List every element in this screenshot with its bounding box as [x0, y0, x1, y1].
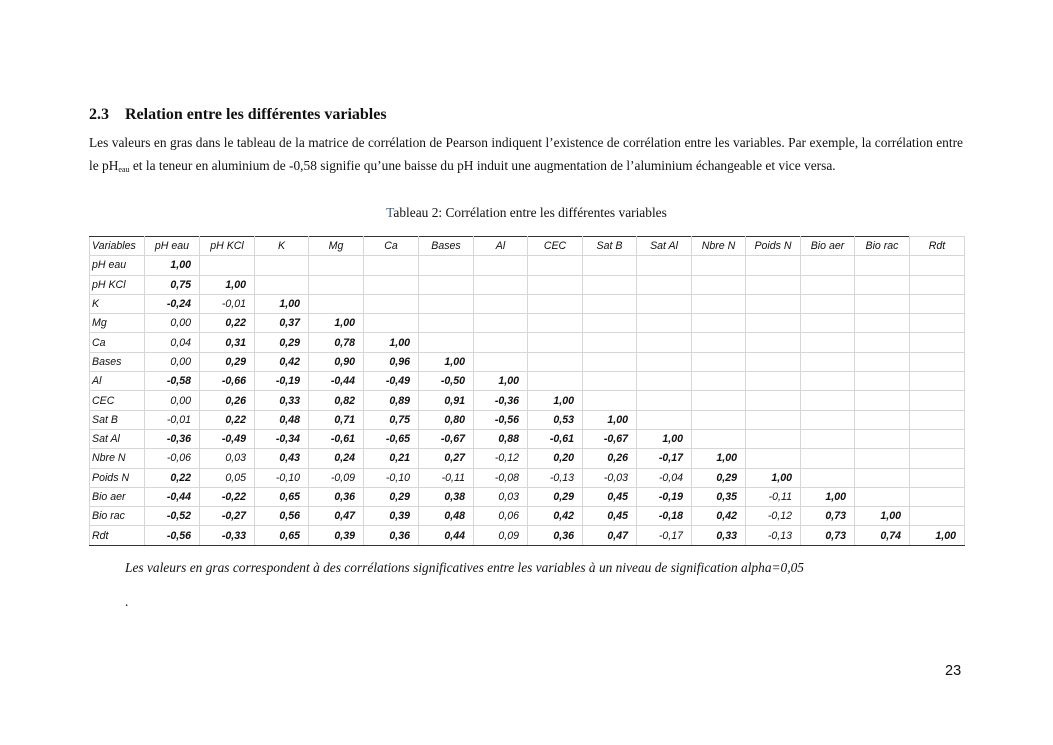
section-number: 2.3: [89, 106, 109, 123]
empty-cell: [474, 352, 528, 371]
correlation-cell: 1,00: [364, 333, 419, 352]
row-label: Poids N: [90, 468, 145, 487]
correlation-cell: -0,18: [637, 507, 692, 526]
correlation-cell: 1,00: [855, 507, 910, 526]
empty-cell: [583, 294, 637, 313]
column-header: Rdt: [910, 237, 965, 256]
table-row: [90, 333, 965, 352]
empty-cell: [855, 256, 910, 275]
empty-cell: [692, 256, 746, 275]
empty-cell: [637, 372, 692, 391]
table-row: [90, 352, 965, 371]
caption-first-letter: T: [386, 205, 394, 220]
correlation-cell: -0,17: [637, 449, 692, 468]
correlation-cell: 0,31: [200, 333, 255, 352]
column-header: CEC: [528, 237, 583, 256]
correlation-cell: 1,00: [419, 352, 474, 371]
correlation-cell: 0,29: [528, 487, 583, 506]
empty-cell: [855, 391, 910, 410]
empty-cell: [419, 294, 474, 313]
correlation-cell: 0,53: [528, 410, 583, 429]
correlation-cell: 0,38: [419, 487, 474, 506]
correlation-cell: 0,27: [419, 449, 474, 468]
empty-cell: [309, 275, 364, 294]
paragraph-part2: et la teneur en aluminium de -0,58 signifie qu’une baisse du pH induit une augmentation de l’aluminium échangeable et vice versa.: [129, 158, 836, 173]
column-header: Mg: [309, 237, 364, 256]
empty-cell: [528, 372, 583, 391]
empty-cell: [855, 468, 910, 487]
correlation-cell: 0,88: [474, 429, 528, 448]
empty-cell: [637, 275, 692, 294]
correlation-cell: 0,65: [255, 526, 309, 545]
correlation-cell: -0,33: [200, 526, 255, 545]
correlation-cell: 0,90: [309, 352, 364, 371]
correlation-cell: 1,00: [583, 410, 637, 429]
column-header: Bio rac: [855, 237, 910, 256]
correlation-cell: 0,29: [255, 333, 309, 352]
correlation-cell: -0,03: [583, 468, 637, 487]
correlation-table: [89, 236, 965, 546]
empty-cell: [637, 352, 692, 371]
correlation-cell: 1,00: [255, 294, 309, 313]
empty-cell: [637, 256, 692, 275]
correlation-cell: 0,29: [364, 487, 419, 506]
empty-cell: [692, 275, 746, 294]
empty-cell: [855, 487, 910, 506]
correlation-cell: 1,00: [746, 468, 801, 487]
empty-cell: [692, 391, 746, 410]
table-row: [90, 526, 965, 545]
correlation-cell: -0,01: [145, 410, 200, 429]
empty-cell: [855, 275, 910, 294]
intro-paragraph: [89, 131, 963, 181]
correlation-cell: 0,96: [364, 352, 419, 371]
correlation-cell: -0,49: [200, 429, 255, 448]
correlation-cell: 0,29: [200, 352, 255, 371]
row-label: K: [90, 294, 145, 313]
correlation-cell: 0,75: [364, 410, 419, 429]
correlation-cell: 0,39: [364, 507, 419, 526]
empty-cell: [910, 256, 965, 275]
correlation-cell: -0,11: [746, 487, 801, 506]
row-label: Rdt: [90, 526, 145, 545]
empty-cell: [855, 333, 910, 352]
correlation-cell: -0,50: [419, 372, 474, 391]
correlation-cell: 0,05: [200, 468, 255, 487]
correlation-cell: 0,00: [145, 314, 200, 333]
empty-cell: [364, 314, 419, 333]
column-header: Sat Al: [637, 237, 692, 256]
empty-cell: [910, 352, 965, 371]
correlation-cell: 0,45: [583, 487, 637, 506]
correlation-cell: 0,36: [364, 526, 419, 545]
correlation-cell: 1,00: [692, 449, 746, 468]
correlation-cell: 0,09: [474, 526, 528, 545]
empty-cell: [910, 507, 965, 526]
row-label: Sat Al: [90, 429, 145, 448]
correlation-cell: -0,49: [364, 372, 419, 391]
empty-cell: [910, 275, 965, 294]
empty-cell: [364, 256, 419, 275]
table-row: [90, 468, 965, 487]
correlation-cell: 0,35: [692, 487, 746, 506]
empty-cell: [746, 275, 801, 294]
table-caption: [0, 205, 1053, 221]
correlation-cell: 0,22: [200, 314, 255, 333]
column-header: Nbre N: [692, 237, 746, 256]
empty-cell: [692, 410, 746, 429]
table-note: Les valeurs en gras correspondent à des corrélations significatives entre les variables à un niveau de signification alpha=0,05: [125, 560, 804, 575]
table-row: [90, 275, 965, 294]
empty-cell: [746, 294, 801, 313]
empty-cell: [692, 294, 746, 313]
empty-cell: [255, 256, 309, 275]
correlation-cell: 0,36: [309, 487, 364, 506]
correlation-cell: -0,36: [474, 391, 528, 410]
correlation-cell: 0,74: [855, 526, 910, 545]
empty-cell: [474, 333, 528, 352]
table-header: [90, 237, 965, 256]
row-label: Nbre N: [90, 449, 145, 468]
empty-cell: [746, 352, 801, 371]
row-label: Sat B: [90, 410, 145, 429]
empty-cell: [910, 333, 965, 352]
empty-cell: [637, 314, 692, 333]
empty-cell: [692, 314, 746, 333]
empty-cell: [474, 314, 528, 333]
empty-cell: [692, 372, 746, 391]
empty-cell: [801, 314, 855, 333]
empty-cell: [801, 468, 855, 487]
table-row: [90, 391, 965, 410]
empty-cell: [910, 410, 965, 429]
correlation-cell: -0,10: [364, 468, 419, 487]
correlation-cell: -0,08: [474, 468, 528, 487]
correlation-cell: 0,89: [364, 391, 419, 410]
correlation-cell: 0,73: [801, 507, 855, 526]
row-label: Al: [90, 372, 145, 391]
empty-cell: [801, 391, 855, 410]
correlation-cell: 1,00: [528, 391, 583, 410]
empty-cell: [910, 391, 965, 410]
empty-cell: [746, 333, 801, 352]
empty-cell: [801, 429, 855, 448]
empty-cell: [692, 333, 746, 352]
empty-cell: [583, 391, 637, 410]
empty-cell: [910, 294, 965, 313]
row-label: pH eau: [90, 256, 145, 275]
correlation-cell: -0,11: [419, 468, 474, 487]
empty-cell: [474, 294, 528, 313]
header-corner: Variables: [90, 237, 145, 256]
correlation-cell: 0,26: [200, 391, 255, 410]
correlation-cell: -0,65: [364, 429, 419, 448]
empty-cell: [637, 410, 692, 429]
paragraph-subscript: eau: [118, 165, 130, 174]
empty-cell: [528, 256, 583, 275]
correlation-cell: 0,36: [528, 526, 583, 545]
empty-cell: [637, 294, 692, 313]
column-header: Al: [474, 237, 528, 256]
empty-cell: [910, 372, 965, 391]
table-row: [90, 487, 965, 506]
correlation-cell: 0,22: [145, 468, 200, 487]
empty-cell: [801, 372, 855, 391]
column-header: pH eau: [145, 237, 200, 256]
table-row: [90, 294, 965, 313]
empty-cell: [419, 333, 474, 352]
column-header: Bases: [419, 237, 474, 256]
empty-cell: [528, 333, 583, 352]
empty-cell: [474, 256, 528, 275]
column-header: pH KCl: [200, 237, 255, 256]
column-header: Sat B: [583, 237, 637, 256]
correlation-cell: 0,33: [692, 526, 746, 545]
correlation-cell: 0,78: [309, 333, 364, 352]
empty-cell: [855, 449, 910, 468]
empty-cell: [746, 410, 801, 429]
row-label: Mg: [90, 314, 145, 333]
empty-cell: [419, 275, 474, 294]
correlation-cell: 0,65: [255, 487, 309, 506]
correlation-cell: -0,12: [474, 449, 528, 468]
correlation-cell: 0,73: [801, 526, 855, 545]
table-row: [90, 410, 965, 429]
correlation-cell: -0,13: [746, 526, 801, 545]
empty-cell: [855, 294, 910, 313]
correlation-cell: -0,66: [200, 372, 255, 391]
empty-cell: [855, 314, 910, 333]
empty-cell: [855, 352, 910, 371]
correlation-cell: 0,42: [692, 507, 746, 526]
correlation-cell: -0,27: [200, 507, 255, 526]
empty-cell: [801, 256, 855, 275]
table-row: [90, 314, 965, 333]
correlation-cell: 0,06: [474, 507, 528, 526]
empty-cell: [746, 256, 801, 275]
correlation-cell: -0,04: [637, 468, 692, 487]
empty-cell: [583, 275, 637, 294]
empty-cell: [855, 372, 910, 391]
correlation-cell: -0,24: [145, 294, 200, 313]
table-row: [90, 372, 965, 391]
empty-cell: [801, 333, 855, 352]
correlation-cell: 0,21: [364, 449, 419, 468]
empty-cell: [910, 449, 965, 468]
correlation-cell: 0,04: [145, 333, 200, 352]
trailing-dot: .: [125, 594, 129, 609]
correlation-cell: -0,61: [528, 429, 583, 448]
empty-cell: [801, 275, 855, 294]
correlation-cell: 0,71: [309, 410, 364, 429]
correlation-cell: 0,37: [255, 314, 309, 333]
row-label: Bio aer: [90, 487, 145, 506]
row-label: Bases: [90, 352, 145, 371]
empty-cell: [746, 314, 801, 333]
correlation-cell: -0,36: [145, 429, 200, 448]
empty-cell: [637, 333, 692, 352]
correlation-cell: 0,29: [692, 468, 746, 487]
correlation-cell: 0,33: [255, 391, 309, 410]
correlation-cell: 1,00: [801, 487, 855, 506]
section-heading: [89, 106, 387, 124]
empty-cell: [583, 256, 637, 275]
correlation-cell: -0,44: [145, 487, 200, 506]
correlation-cell: 0,22: [200, 410, 255, 429]
row-label: Bio rac: [90, 507, 145, 526]
correlation-cell: 0,03: [200, 449, 255, 468]
correlation-cell: -0,56: [474, 410, 528, 429]
empty-cell: [528, 352, 583, 371]
correlation-cell: 1,00: [200, 275, 255, 294]
correlation-cell: 0,20: [528, 449, 583, 468]
page-number: 23: [945, 663, 962, 679]
empty-cell: [583, 372, 637, 391]
empty-cell: [692, 352, 746, 371]
empty-cell: [583, 352, 637, 371]
correlation-cell: -0,10: [255, 468, 309, 487]
correlation-cell: 0,48: [419, 507, 474, 526]
correlation-cell: -0,06: [145, 449, 200, 468]
correlation-cell: 0,48: [255, 410, 309, 429]
empty-cell: [364, 275, 419, 294]
empty-cell: [855, 429, 910, 448]
correlation-cell: -0,09: [309, 468, 364, 487]
table-body: [90, 256, 965, 545]
table-row: [90, 507, 965, 526]
empty-cell: [528, 294, 583, 313]
empty-cell: [910, 429, 965, 448]
empty-cell: [474, 275, 528, 294]
caption-text: ableau 2: Corrélation entre les différentes variables: [393, 205, 667, 220]
empty-cell: [200, 256, 255, 275]
empty-cell: [583, 333, 637, 352]
section-title: Relation entre les différentes variables: [125, 106, 387, 123]
correlation-cell: -0,52: [145, 507, 200, 526]
correlation-cell: 0,42: [255, 352, 309, 371]
correlation-cell: -0,17: [637, 526, 692, 545]
empty-cell: [364, 294, 419, 313]
correlation-cell: 0,45: [583, 507, 637, 526]
row-label: CEC: [90, 391, 145, 410]
empty-cell: [910, 487, 965, 506]
empty-cell: [255, 275, 309, 294]
column-header: K: [255, 237, 309, 256]
correlation-cell: 0,80: [419, 410, 474, 429]
correlation-cell: -0,19: [637, 487, 692, 506]
correlation-cell: 0,42: [528, 507, 583, 526]
row-label: Ca: [90, 333, 145, 352]
empty-cell: [419, 314, 474, 333]
correlation-cell: -0,67: [583, 429, 637, 448]
correlation-cell: 0,82: [309, 391, 364, 410]
empty-cell: [692, 429, 746, 448]
empty-cell: [746, 429, 801, 448]
correlation-cell: 0,39: [309, 526, 364, 545]
correlation-cell: -0,56: [145, 526, 200, 545]
correlation-cell: 0,43: [255, 449, 309, 468]
correlation-cell: -0,12: [746, 507, 801, 526]
correlation-cell: 1,00: [474, 372, 528, 391]
correlation-cell: 1,00: [145, 256, 200, 275]
column-header: Ca: [364, 237, 419, 256]
correlation-cell: -0,67: [419, 429, 474, 448]
correlation-cell: 1,00: [309, 314, 364, 333]
correlation-cell: 1,00: [910, 526, 965, 545]
paragraph-part1: Les valeurs en gras dans le tableau de la matrice de corrélation de Pearson indiquent l’existence de corrélation entre les variables. Par exemple, la corrélation entre le pH: [89, 135, 963, 173]
empty-cell: [855, 410, 910, 429]
empty-cell: [637, 391, 692, 410]
empty-cell: [801, 410, 855, 429]
correlation-cell: -0,22: [200, 487, 255, 506]
correlation-cell: -0,34: [255, 429, 309, 448]
correlation-cell: -0,19: [255, 372, 309, 391]
empty-cell: [419, 256, 474, 275]
correlation-cell: 0,47: [309, 507, 364, 526]
correlation-cell: 0,03: [474, 487, 528, 506]
header-row: [90, 237, 965, 256]
empty-cell: [746, 372, 801, 391]
correlation-cell: 0,75: [145, 275, 200, 294]
correlation-cell: 0,44: [419, 526, 474, 545]
correlation-cell: 0,00: [145, 352, 200, 371]
correlation-cell: 0,47: [583, 526, 637, 545]
empty-cell: [309, 256, 364, 275]
table-row: [90, 429, 965, 448]
correlation-cell: 0,91: [419, 391, 474, 410]
empty-cell: [801, 352, 855, 371]
column-header: Bio aer: [801, 237, 855, 256]
column-header: Poids N: [746, 237, 801, 256]
correlation-cell: 0,00: [145, 391, 200, 410]
correlation-cell: 0,24: [309, 449, 364, 468]
table-row: [90, 256, 965, 275]
empty-cell: [746, 449, 801, 468]
correlation-cell: 1,00: [637, 429, 692, 448]
correlation-cell: 0,26: [583, 449, 637, 468]
empty-cell: [801, 294, 855, 313]
correlation-cell: 0,56: [255, 507, 309, 526]
table-row: [90, 449, 965, 468]
empty-cell: [910, 314, 965, 333]
empty-cell: [583, 314, 637, 333]
empty-cell: [910, 468, 965, 487]
empty-cell: [528, 275, 583, 294]
row-label: pH KCl: [90, 275, 145, 294]
correlation-cell: -0,58: [145, 372, 200, 391]
empty-cell: [801, 449, 855, 468]
empty-cell: [528, 314, 583, 333]
empty-cell: [746, 391, 801, 410]
correlation-cell: -0,13: [528, 468, 583, 487]
correlation-cell: -0,44: [309, 372, 364, 391]
empty-cell: [309, 294, 364, 313]
correlation-cell: -0,61: [309, 429, 364, 448]
correlation-cell: -0,01: [200, 294, 255, 313]
